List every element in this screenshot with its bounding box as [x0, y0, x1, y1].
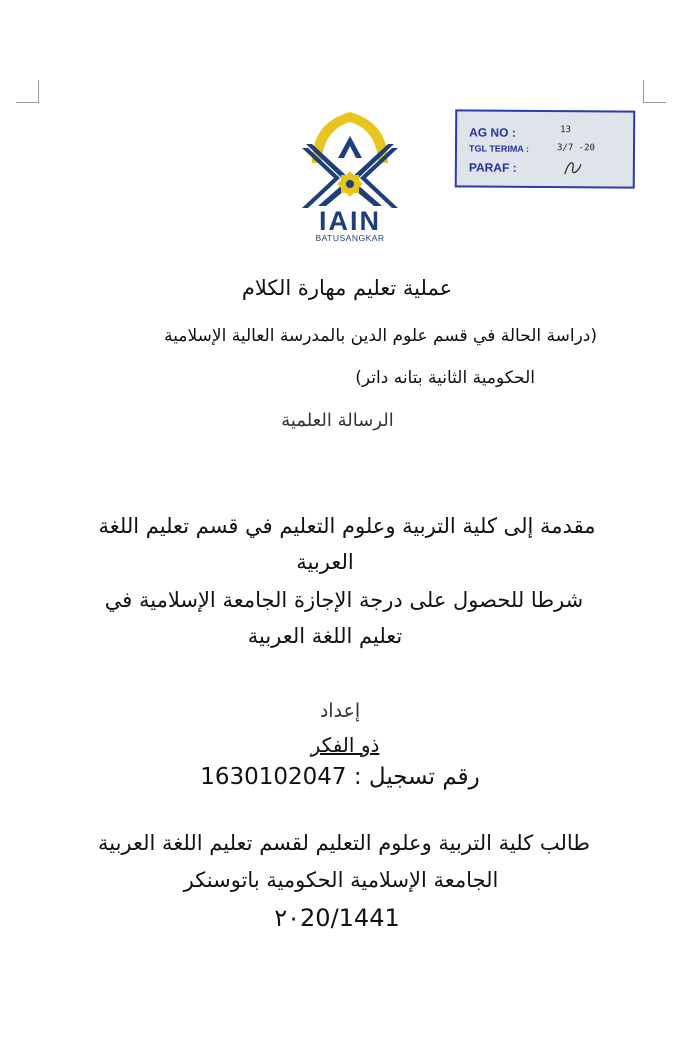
document-type: الرسالة العلمية [281, 410, 394, 431]
stamp-row-paraf: PARAF : [468, 160, 517, 175]
registration-number: رقم تسجيل : 1630102047 [200, 764, 480, 790]
case-study-line-1: (دراسة الحالة في قسم علوم الدين بالمدرسة العالية الإسلامية [164, 326, 597, 346]
purpose-line-2: تعليم اللغة العربية [247, 624, 403, 648]
logo-wordmark: IAIN [319, 206, 381, 236]
author-name: ذو الفكر [310, 733, 380, 757]
student-line-2: الجامعة الإسلامية الحكومية باتوسنكر [183, 868, 499, 892]
submitted-to-line-2: العربية [296, 550, 354, 574]
page-corner-mark-top-left [16, 80, 39, 103]
stamp-row-date: TGL TERIMA : [468, 143, 530, 154]
submitted-to-line-1: مقدمة إلى كلية التربية وعلوم التعليم في قسم تعليم اللغة [98, 514, 596, 538]
stamp-handwritten-number: 13 [560, 125, 572, 136]
student-line-1: طالب كلية التربية وعلوم التعليم لقسم تعليم اللغة العربية [97, 831, 591, 855]
logo-subtitle: BATUSANGKAR [315, 233, 385, 243]
case-study-line-2: الحكومية الثانية بتانه داتر) [355, 368, 535, 388]
page-corner-mark-top-right [643, 80, 666, 103]
stamp-signature-icon [561, 158, 585, 178]
receipt-stamp [455, 109, 636, 188]
academic-year: ٢٠20/1441 [274, 904, 400, 932]
stamp-row-agno: AG NO : [469, 125, 516, 140]
stamp-handwritten-date: 3/7 -20 [556, 143, 595, 154]
purpose-line-1: شرطا للحصول على درجة الإجازة الجامعة الإسلامية في [104, 588, 584, 612]
document-title: عملية تعليم مهارة الكلام [241, 276, 453, 300]
prepared-by-label: إعداد [319, 700, 361, 722]
